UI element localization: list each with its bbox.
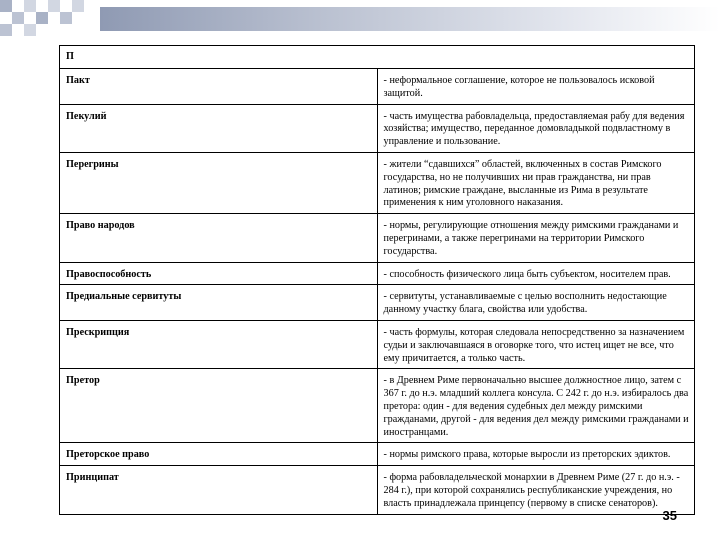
table-row bbox=[60, 466, 695, 514]
term-cell: Принципат bbox=[60, 466, 378, 514]
table-row bbox=[60, 443, 695, 466]
term-cell: Правоспособность bbox=[60, 262, 378, 285]
deco-square bbox=[24, 0, 36, 12]
deco-square bbox=[36, 12, 48, 24]
term-cell: Претор bbox=[60, 369, 378, 443]
definition-cell: - нормы римского права, которые выросли из преторских эдиктов. bbox=[377, 443, 695, 466]
deco-square bbox=[48, 0, 60, 12]
table-row bbox=[60, 285, 695, 321]
term-cell: Преторское право bbox=[60, 443, 378, 466]
deco-square bbox=[72, 0, 84, 12]
term-cell: Прескрипция bbox=[60, 320, 378, 368]
deco-square bbox=[0, 0, 12, 12]
table-row bbox=[60, 104, 695, 152]
definition-cell: - жители “сдавшихся” областей, включенных в состав Римского государства, но не получивших ни прав гражданства, ни прав латинов; римские граждане, высланные из Рима в результате применения к ним уголовного наказания. bbox=[377, 152, 695, 213]
definition-cell: - часть формулы, которая следовала непосредственно за назначением судьи и заключавшаяся в оговорке того, что истец ищет не все, что ему причитается, а только часть. bbox=[377, 320, 695, 368]
term-cell: Пекулий bbox=[60, 104, 378, 152]
table-row bbox=[60, 262, 695, 285]
table-row bbox=[60, 369, 695, 443]
term-cell: Перегрины bbox=[60, 152, 378, 213]
definition-cell: - часть имущества рабовладельца, предоставляемая рабу для ведения хозяйства; имущество, переданное домовладыкой подвластному в управление и пользование. bbox=[377, 104, 695, 152]
table-row bbox=[60, 69, 695, 105]
deco-gradient-band bbox=[100, 7, 720, 31]
definition-cell: - сервитуты, устанавливаемые с целью восполнить недостающие данному участку блага, свойства или удобства. bbox=[377, 285, 695, 321]
table-row bbox=[60, 214, 695, 262]
definition-cell: - форма рабовладельческой монархии в Древнем Риме (27 г. до н.э. - 284 г.), при которой сохранялись республиканские учреждения, но власть принадлежала принцепсу (первому в списке сенаторов). bbox=[377, 466, 695, 514]
term-cell: Пакт bbox=[60, 69, 378, 105]
table-header-row bbox=[60, 46, 695, 69]
section-letter: П bbox=[60, 46, 695, 69]
definition-cell: - нормы, регулирующие отношения между римскими гражданами и перегринами, а также перегринами на территории Римского государства. bbox=[377, 214, 695, 262]
table-row bbox=[60, 152, 695, 213]
term-cell: Право народов bbox=[60, 214, 378, 262]
table-row bbox=[60, 320, 695, 368]
deco-square bbox=[24, 24, 36, 36]
header-decoration bbox=[0, 0, 720, 40]
definition-cell: - в Древнем Риме первоначально высшее должностное лицо, затем с 367 г. до н.э. младший коллега консула. С 242 г. до н.э. избиралось два претора: один - для ведения судебных дел между римскими гражданами, другой - для ведения дел между римскими гражданами и иностранцами. bbox=[377, 369, 695, 443]
definition-cell: - способность физического лица быть субъектом, носителем прав. bbox=[377, 262, 695, 285]
definition-cell: - неформальное соглашение, которое не пользовалось исковой защитой. bbox=[377, 69, 695, 105]
deco-square bbox=[60, 12, 72, 24]
page-number: 35 bbox=[662, 508, 677, 523]
glossary-table bbox=[59, 45, 695, 515]
deco-square bbox=[12, 12, 24, 24]
term-cell: Предиальные сервитуты bbox=[60, 285, 378, 321]
deco-square bbox=[0, 24, 12, 36]
